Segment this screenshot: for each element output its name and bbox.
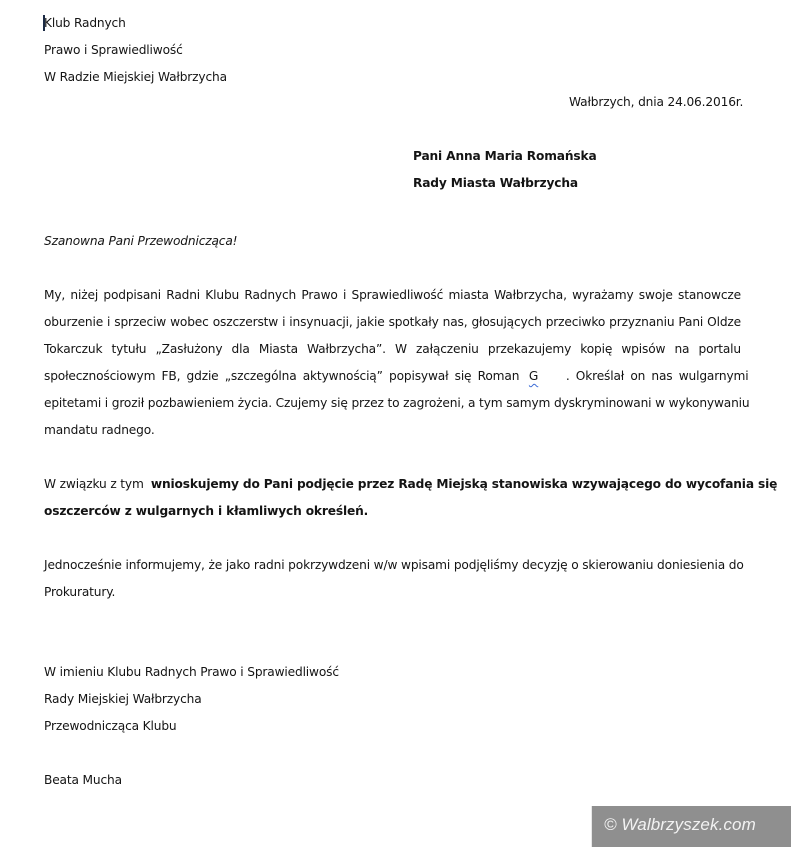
closing-line-1: W imieniu Klubu Radnych Prawo i Sprawiedliwość [44,665,339,679]
closing-line-3: Przewodnicząca Klubu [44,719,177,733]
paragraph-1-line-4 [44,368,749,384]
paragraph-1-line-2 [44,314,741,330]
paragraph-3-line-2: Prokuratury. [44,585,116,599]
place-date: Wałbrzych, dnia 24.06.2016r. [569,95,744,109]
paragraph-1-line-6: mandatu radnego. [44,423,155,437]
watermark [591,806,791,847]
redacted-surname: G [528,369,539,383]
recipient-title: Rady Miasta Wałbrzycha [413,176,578,190]
signature: Beata Mucha [44,773,122,787]
p2-line-1-bold: wnioskujemy do Pani podjęcie przez Radę Miejską stanowiska wzywającego do wycofania się [150,477,778,491]
closing-line-2: Rady Miejskiej Wałbrzycha [44,692,202,706]
p1-line-4-text: społecznościowym FB, gdzie „szczególna aktywnością” popisywał się Roman [44,369,520,383]
sender-line-1: Klub Radnych [44,16,126,30]
paragraph-2-line-1 [44,476,778,492]
paragraph-3-line-1 [44,557,744,573]
paragraph-1-line-3 [44,341,741,357]
redacted-name-group [529,369,556,383]
p1-line-1-text: My, niżej podpisani Radni Klubu Radnych Prawo i Sprawiedliwość miasta Wałbrzycha, wyrażamy swoje stanowcze [44,288,741,302]
p1-line-2-text: oburzenie i sprzeciw wobec oszczerstw i insynuacji, jakie spotkały nas, głosujących przeciwko przyznaniu Pani Oldze [44,315,741,329]
paragraph-1-line-1 [44,287,741,303]
p2-intro: W związku z tym [44,477,144,491]
p1-line-3-text: Tokarczuk tytułu „Zasłużony dla Miasta Wałbrzycha”. W załączeniu przekazujemy kopię wpisów na portalu [44,342,741,356]
sender-line-3: W Radzie Miejskiej Wałbrzycha [44,70,227,84]
watermark-text: © Walbrzyszek.com [604,815,756,834]
p1-line-4-tail: . Określał on nas wulgarnymi [565,369,749,383]
p3-line-1-text: Jednocześnie informujemy, że jako radni pokrzywdzeni w/w wpisami podjęliśmy decyzję o skierowaniu doniesienia do [44,558,744,572]
salutation: Szanowna Pani Przewodnicząca! [44,234,238,248]
paragraph-2-line-2: oszczerców z wulgarnych i kłamliwych określeń. [44,504,369,518]
recipient-name: Pani Anna Maria Romańska [413,149,597,163]
paragraph-1-line-5 [44,395,750,411]
p1-line-5-text: epitetami i groził pozbawieniem życia. Czujemy się przez to zagrożeni, a tym samym dyskryminowani w wykonywaniu [44,396,750,410]
sender-line-2: Prawo i Sprawiedliwość [44,43,183,57]
